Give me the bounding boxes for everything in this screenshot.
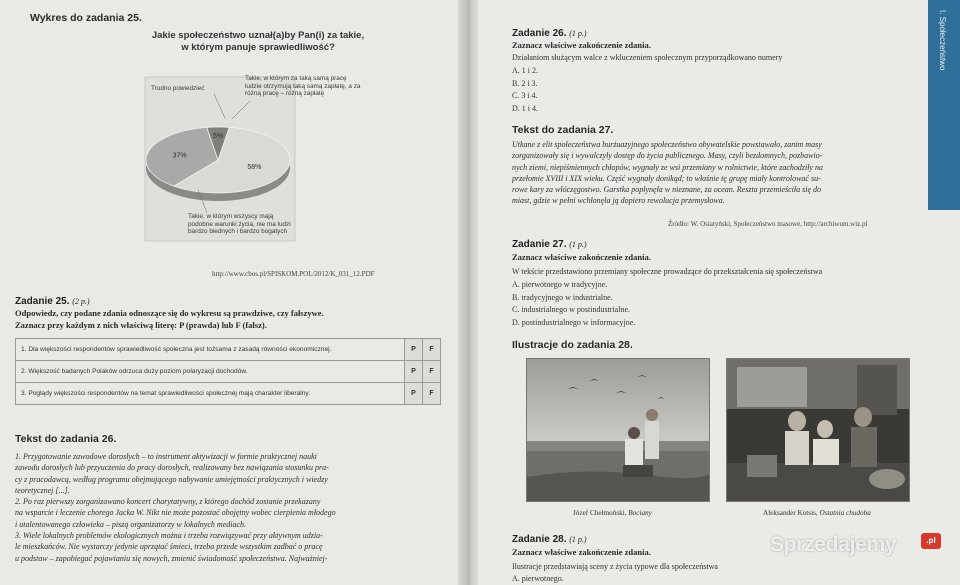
- text-26-line: 1. Przygotowanie zawodowe dorosłych – to instrument aktywizacji w formie praktycznej nauki: [15, 452, 317, 461]
- statement-3-false-option[interactable]: F: [423, 383, 441, 405]
- text-27-heading: Tekst do zadania 27.: [512, 124, 614, 136]
- task-28-title: Zadanie 28.: [512, 534, 567, 545]
- task-25-heading: [15, 296, 90, 307]
- painting-ostatnia-chudoba-image: [727, 359, 910, 502]
- task-27-option-a[interactable]: A. pierwotnego w tradycyjne.: [512, 280, 608, 289]
- task-27-heading: [512, 239, 587, 250]
- painting-ostatnia-chudoba: [726, 358, 910, 502]
- chart-title-line-1: Jakie społeczeństwo uznał(a)by Pan(i) za takie,: [151, 30, 365, 41]
- statement-1-true-option[interactable]: P: [405, 339, 423, 361]
- task-27-title: Zadanie 27.: [512, 239, 567, 250]
- watermark-badge: .pl: [921, 533, 941, 549]
- caption-bociany: [573, 509, 652, 517]
- text-26-line: le mieszkańców. Nie wystarczy jedynie uprzątać śmieci, trzeba przede wszystkim zadbać o pracę: [15, 542, 323, 552]
- text-26-body: [15, 451, 455, 564]
- task-26-option-a[interactable]: A. 1 i 2.: [512, 66, 538, 75]
- task-28-points: (1 p.): [569, 535, 587, 544]
- table-row: [16, 339, 441, 361]
- text-26-line: cy z pracodawcą, według programu obejmującego nabywanie umiejętności praktycznych i wiedzy: [15, 474, 328, 484]
- table-row: [16, 361, 441, 383]
- task-28-instruction: Zaznacz właściwe zakończenie zdania.: [512, 547, 651, 557]
- text-27-line: Utkane z elit społeczeństwa burżuazyjnego społeczeństwo obywatelskie powstawało, zanim masy: [512, 140, 822, 149]
- pie-value-label-5: 5%: [212, 133, 224, 141]
- caption-ostatnia-chudoba: [763, 509, 871, 517]
- chart-source: http://www.cbos.pl/SPISKOM.POL/2012/K_031_12.PDF: [212, 270, 375, 278]
- text-26-line: teoretycznej [...].: [15, 485, 70, 495]
- painting-bociany: [526, 358, 710, 502]
- table-row: [16, 383, 441, 405]
- task-27-option-d[interactable]: D. postindustrialnego w informacyjne.: [512, 317, 636, 327]
- text-26-heading: Tekst do zadania 26.: [15, 433, 117, 445]
- task-27-options: [512, 279, 635, 329]
- task-27-instruction: Zaznacz właściwe zakończenie zdania.: [512, 252, 651, 262]
- task-26-instruction: Zaznacz właściwe zakończenie zdania.: [512, 40, 651, 50]
- legend-label-hard-to-say: Trudno powiedzieć: [151, 85, 205, 92]
- chart-heading: Wykres do zadania 25.: [30, 12, 142, 24]
- text-26-line: 3. Wiele lokalnych problemów ekologicznych można i trzeba rozwiązywać przy aktywnym udzia-: [15, 531, 323, 541]
- task-26-points: (1 p.): [569, 29, 587, 38]
- illustrations-28-heading: Ilustracje do zadania 28.: [512, 339, 633, 351]
- text-27-line: przełomie XVIII i XIX wieku. Część wygnały donikąd; to właśnie tę grupę miały kontrolować su-: [512, 173, 821, 183]
- pie-value-label-58: 58%: [247, 164, 262, 172]
- pie-value-label-37: 37%: [172, 152, 187, 160]
- statement-2-false-option[interactable]: F: [423, 361, 441, 383]
- task-26-option-d[interactable]: D. 1 i 4.: [512, 103, 538, 113]
- task-27-option-b[interactable]: B. tradycyjnego w industrialne.: [512, 292, 613, 302]
- task-26-option-c[interactable]: C. 3 i 4.: [512, 91, 538, 101]
- chart-title-line-2: w którym panuje sprawiedliwość?: [181, 42, 335, 53]
- task-28-heading: [512, 534, 587, 545]
- task-26-options: [512, 65, 538, 115]
- legend-label-similar-conditions: Takie, w którym wszyscy mają podobne warunki życia, nie ma ludzi bardzo biednych i bardzo bogatych: [188, 213, 291, 235]
- text-27-source: Źródło: W. Osiatyński, Społeczeństwo masowe, http://archiwum.wiz.pl: [668, 220, 868, 228]
- left-page: [0, 0, 468, 585]
- task-26-question: Działaniom służącym walce z wkluczeniem społecznym przyporządkowano numery: [512, 53, 783, 62]
- statement-2: 2. Większość badanych Polaków odrzuca duży poziom polaryzacji dochodów.: [16, 361, 405, 383]
- caption-1-author: Józef Chełmoński,: [573, 509, 627, 517]
- task-25-points: (2 p.): [72, 297, 90, 306]
- caption-2-author: Aleksander Kotsis,: [763, 509, 818, 517]
- text-26-line: u podstaw – zapobiegać pojawianiu się nowych, zmienić świadomość społeczeństwa. Najważniej-: [15, 553, 328, 563]
- true-false-table: [15, 338, 441, 405]
- task-25-instruction-1: Odpowiedz, czy podane zdania odnoszące się do wykresu są prawdziwe, czy fałszywe.: [15, 308, 324, 318]
- text-27-line: rowe kary za włóczęgostwo. Garstka popłynęła w nieznane, za ocean. Reszta przemieściła się do: [512, 185, 821, 195]
- text-27-line: nych ziemi, niepiśmiennych chłopów, wygnały ze wsi przemiany w rolnictwie, które zachodziły na: [512, 162, 823, 172]
- task-25-instruction-2: Zaznacz przy każdym z nich właściwą literę: P (prawda) lub F (fałsz).: [15, 320, 267, 330]
- task-26-option-b[interactable]: B. 2 i 3.: [512, 78, 538, 88]
- task-28-option-a[interactable]: A. pierwotnego.: [512, 574, 564, 583]
- task-27-option-c[interactable]: C. industrialnego w postindustrialne.: [512, 305, 630, 315]
- text-27-line: zorganizowały się i wywalczyły dostęp do życia publicznego. Masy, czyli bezdomnych, pozbawio-: [512, 151, 823, 161]
- chapter-tab-label: I. Społeczeństwo: [938, 10, 947, 71]
- task-28-question: Ilustracje przedstawiają sceny z życia typowe dla społeczeństwa: [512, 562, 718, 571]
- watermark-text: Sprzedajemy: [770, 533, 897, 556]
- task-26-title: Zadanie 26.: [512, 28, 567, 39]
- text-26-line: zawodu dorosłych lub przyuczenia do pracy dorosłych, realizowany bez nawiązania stosunku pra-: [15, 463, 329, 473]
- task-26-heading: [512, 28, 587, 39]
- text-26-line: na wsparcie i leczenie chorego Jacka W. Nikt nie może pozostać obojętny wobec cierpienia młodego: [15, 508, 336, 518]
- legend-label-equal-pay: Takie, w którym za taką samą pracę ludzie otrzymują taką samą zapłatę, a za różną pracę – różną zapłatę: [245, 75, 361, 97]
- painting-bociany-image: [527, 359, 710, 502]
- text-26-line: i utalentowanego człowieka – piszą organizatorzy w lokalnych mediach.: [15, 519, 247, 529]
- text-27-body: [512, 139, 922, 207]
- statement-2-true-option[interactable]: P: [405, 361, 423, 383]
- text-26-line: 2. Po raz pierwszy zorganizowano koncert charytatywny, z którego dochód zostanie przekazany: [15, 497, 321, 507]
- statement-1: 1. Dla większości respondentów sprawiedliwość społeczna jest tożsama z zasadą równości ekonomicznej.: [16, 339, 405, 361]
- caption-2-title: Ostatnia chudoba: [819, 509, 871, 517]
- text-27-line: miast, gdzie w pełni wchłonęła ją dopiero rewolucja przemysłowa.: [512, 196, 725, 206]
- statement-3-true-option[interactable]: P: [405, 383, 423, 405]
- task-27-question: W tekście przedstawiono przemiany społeczne prowadzące do przekształcenia się społeczeństwa: [512, 267, 823, 276]
- task-27-points: (1 p.): [569, 240, 587, 249]
- right-page: [478, 0, 960, 585]
- statement-3: 3. Poglądy większości respondentów na temat sprawiedliwości społecznej mają charakter liberalny.: [16, 383, 405, 405]
- statement-1-false-option[interactable]: F: [423, 339, 441, 361]
- caption-1-title: Bociany: [628, 509, 652, 517]
- task-25-title: Zadanie 25.: [15, 296, 70, 307]
